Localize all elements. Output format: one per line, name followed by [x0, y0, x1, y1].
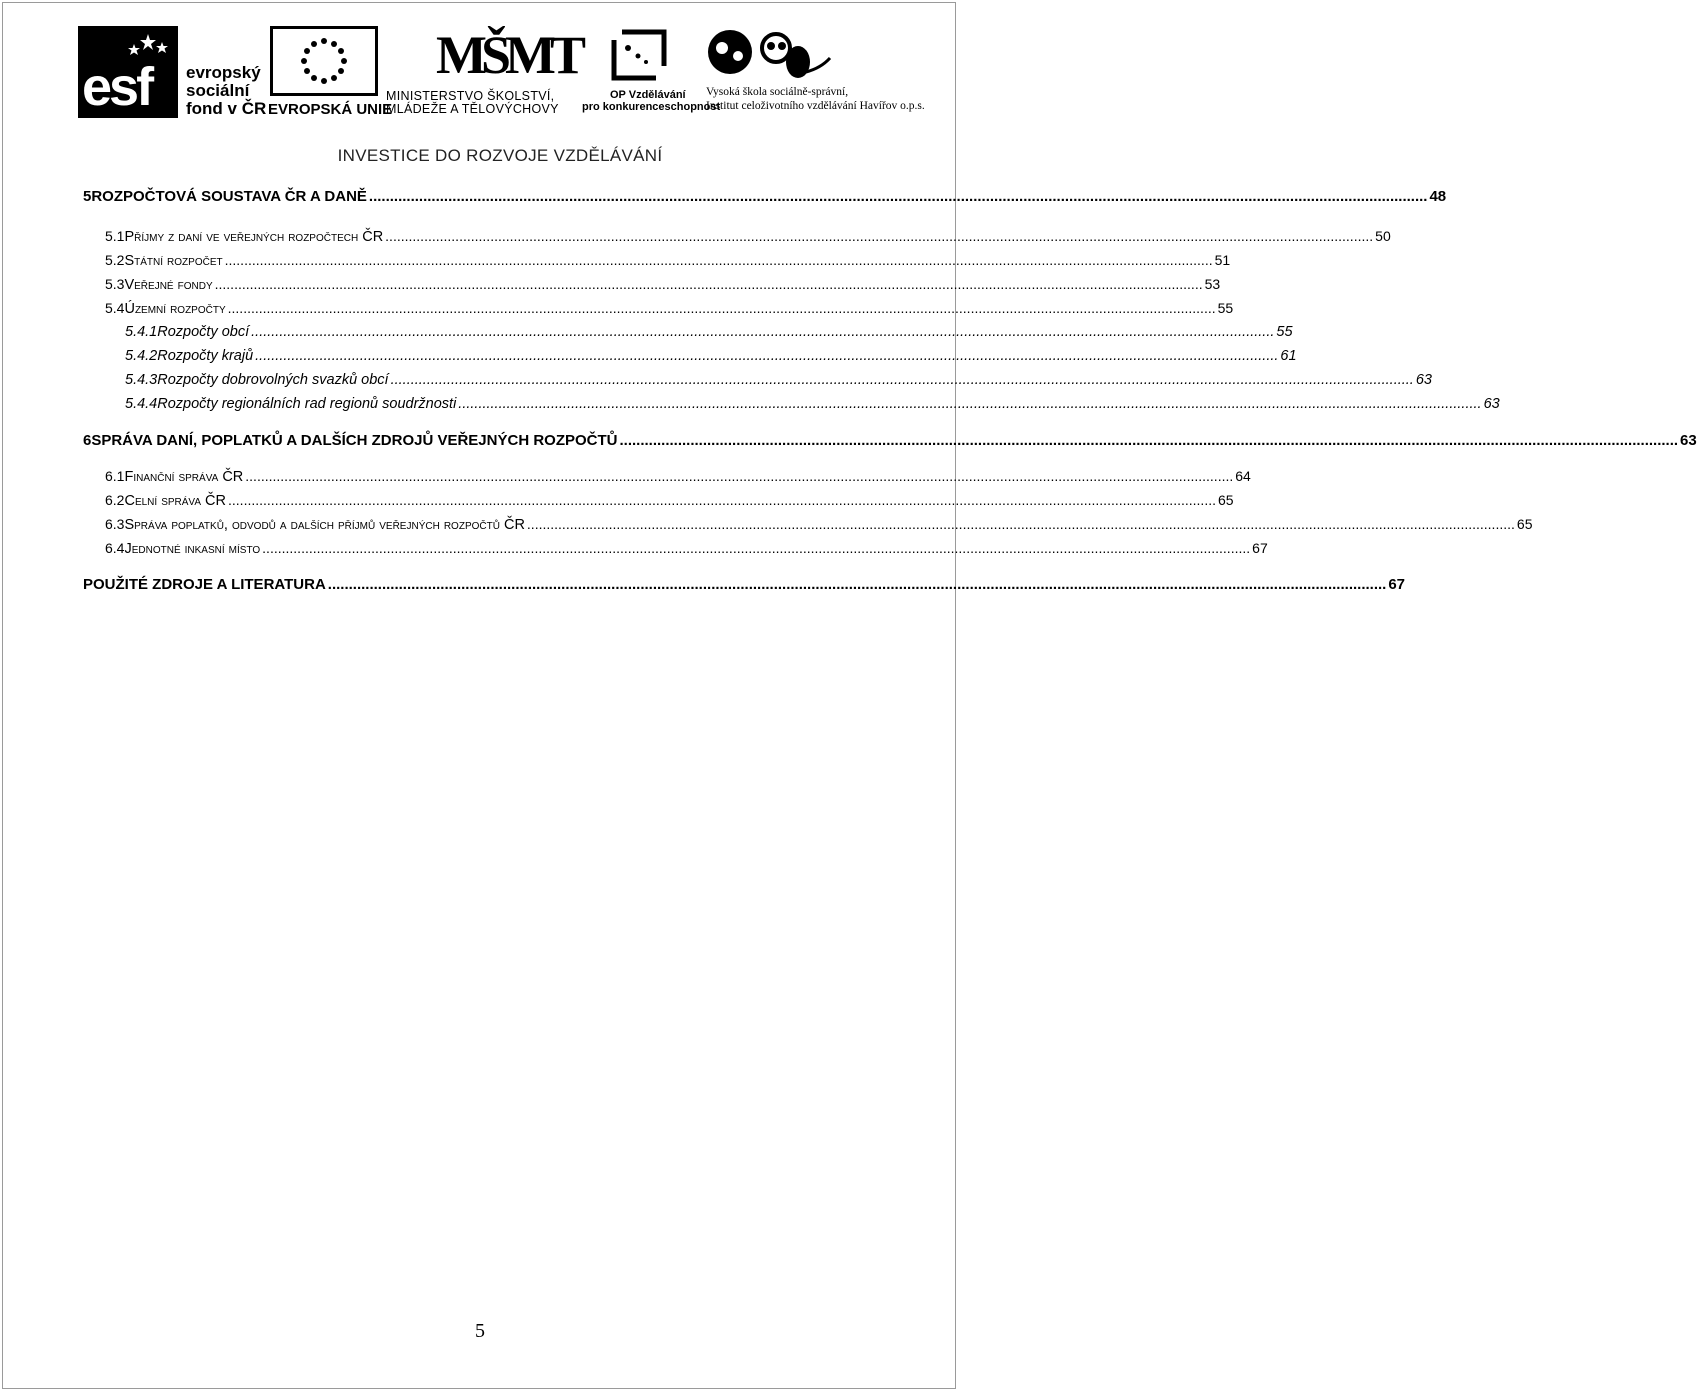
toc-entry-title: Příjmy z daní ve veřejných rozpočtech ČR — [124, 229, 384, 245]
toc-entry-page: 51 — [1214, 252, 1231, 268]
toc-entry[interactable] — [83, 276, 1221, 298]
toc-entry-number: 5 — [83, 188, 92, 205]
toc-dot-leader — [328, 576, 1387, 593]
toc-entry[interactable] — [83, 252, 1231, 274]
toc-dot-leader — [620, 432, 1679, 449]
toc-entry-title: Rozpočty obcí — [157, 324, 250, 340]
owl-icon — [706, 28, 836, 80]
msmt-logo — [386, 24, 582, 120]
esf-logo-text — [186, 64, 266, 118]
toc-dot-leader — [251, 324, 1274, 340]
toc-entry-title: Rozpočty krajů — [157, 348, 254, 364]
vsss-line-2: Institut celoživotního vzdělávání Havířov o.p.s. — [706, 99, 925, 112]
op-line-2: pro konkurenceschopnost — [582, 100, 721, 113]
eu-logo-text: EVROPSKÁ UNIE — [268, 101, 393, 118]
toc-entry-title: Rozpočty dobrovolných svazků obcí — [157, 372, 389, 388]
msmt-logo-mark: MŠMT — [436, 25, 580, 85]
toc-dot-leader — [262, 540, 1250, 556]
toc-entry-title: Správa poplatků, odvodů a dalších příjmů veřejných rozpočtů ČR — [124, 517, 525, 533]
toc-entry-title: POUŽITÉ ZDROJE A LITERATURA — [83, 576, 326, 593]
toc-dot-leader — [458, 396, 1481, 412]
toc-entry-number: 6 — [83, 432, 92, 449]
esf-logo-letters: esf — [82, 57, 152, 117]
toc-dot-leader — [369, 188, 1428, 205]
msmt-line-1: MINISTERSTVO ŠKOLSTVÍ, — [386, 89, 555, 103]
toc-entry-page: 55 — [1276, 324, 1293, 340]
toc-entry[interactable] — [83, 432, 1697, 454]
toc-entry-page: 67 — [1388, 576, 1406, 593]
toc-entry[interactable] — [83, 188, 1447, 210]
toc-dot-leader — [215, 276, 1203, 292]
page-border — [2, 2, 956, 1389]
toc-entry[interactable] — [83, 300, 1234, 322]
esf-logo — [78, 26, 268, 118]
toc-entry-number: 5.4.2 — [125, 348, 158, 364]
toc-entry-page: 55 — [1217, 300, 1234, 316]
op-line-1: OP Vzdělávání — [610, 89, 686, 101]
op-logo-text — [582, 90, 720, 113]
toc-entry-title: Veřejné fondy — [124, 277, 213, 293]
page-number: 5 — [475, 1320, 485, 1342]
vsss-logo-text — [706, 86, 925, 114]
esf-logo-mark — [78, 26, 178, 118]
toc-entry[interactable] — [83, 396, 1500, 418]
toc-dot-leader — [225, 252, 1213, 268]
toc-entry-page: 63 — [1415, 372, 1432, 388]
toc-entry-title: Jednotné inkasní místo — [124, 541, 261, 557]
toc-entry[interactable] — [83, 576, 1406, 598]
toc-entry-title: Státní rozpočet — [124, 253, 223, 269]
toc-entry-page: 63 — [1483, 396, 1500, 412]
msmt-line-2: MLÁDEŽE A TĚLOVÝCHOVY — [386, 102, 559, 117]
toc-entry-number: 5.1 — [105, 228, 125, 244]
toc-entry-page: 48 — [1429, 188, 1447, 205]
esf-line-2: sociální — [186, 80, 250, 100]
toc-entry[interactable] — [83, 228, 1391, 250]
op-logo-icon — [608, 26, 672, 84]
toc-entry[interactable] — [83, 516, 1533, 538]
project-tagline: INVESTICE DO ROZVOJE VZDĚLÁVÁNÍ — [337, 146, 663, 165]
vsss-logo — [706, 28, 925, 118]
toc-entry[interactable] — [83, 540, 1268, 562]
toc-entry-number: 5.4.1 — [125, 324, 158, 340]
toc-entry[interactable] — [83, 468, 1251, 490]
toc-entry-number: 5.4.3 — [125, 372, 158, 388]
toc-dot-leader — [391, 372, 1414, 388]
toc-entry-title: Finanční správa ČR — [124, 469, 244, 485]
toc-entry-page: 65 — [1516, 516, 1533, 532]
op-logo — [582, 26, 721, 118]
toc-entry-number: 6.4 — [105, 540, 125, 556]
toc-entry[interactable] — [83, 372, 1432, 394]
toc-entry-page: 53 — [1204, 276, 1221, 292]
toc-entry-page: 67 — [1252, 540, 1268, 556]
toc-entry-page: 63 — [1680, 432, 1697, 449]
eu-flag-icon — [270, 26, 378, 96]
toc-entry-number: 5.3 — [105, 276, 125, 292]
toc-entry-number: 5.4 — [105, 300, 125, 316]
vsss-line-1: Vysoká škola sociálně-správní, — [706, 86, 849, 98]
toc-entry-page: 65 — [1218, 492, 1234, 508]
toc-dot-leader — [255, 348, 1278, 364]
toc-entry-page: 50 — [1375, 228, 1391, 244]
esf-line-3: fond v ČR — [186, 98, 267, 118]
toc-entry-number: 5.2 — [105, 252, 125, 268]
toc-entry-title: Rozpočty regionálních rad regionů soudržnosti — [157, 396, 457, 412]
toc-entry-title: ROZPOČTOVÁ SOUSTAVA ČR A DANĚ — [91, 188, 367, 205]
toc-entry-title: Územní rozpočty — [124, 301, 226, 317]
eu-logo — [268, 26, 393, 118]
toc-dot-leader — [527, 516, 1515, 532]
msmt-logo-text — [386, 90, 559, 116]
toc-entry-number: 6.3 — [105, 516, 125, 532]
toc-dot-leader — [228, 492, 1216, 508]
toc-dot-leader — [228, 300, 1216, 316]
toc-entry-title: SPRÁVA DANÍ, POPLATKŮ A DALŠÍCH ZDROJŮ VEŘEJNÝCH ROZPOČTŮ — [91, 432, 618, 449]
toc-entry[interactable] — [83, 492, 1234, 514]
toc-dot-leader — [385, 228, 1373, 244]
toc-entry[interactable] — [83, 348, 1297, 370]
toc-entry-title: Celní správa ČR — [124, 493, 227, 509]
toc-dot-leader — [245, 468, 1233, 484]
toc-entry-number: 5.4.4 — [125, 396, 158, 412]
toc-entry-number: 6.2 — [105, 492, 125, 508]
toc-entry-number: 6.1 — [105, 468, 125, 484]
toc-entry[interactable] — [83, 324, 1293, 346]
esf-line-1: evropský — [186, 63, 261, 82]
toc-entry-page: 61 — [1280, 348, 1297, 364]
toc-entry-page: 64 — [1235, 468, 1251, 484]
eu-stars-icon — [273, 29, 375, 93]
